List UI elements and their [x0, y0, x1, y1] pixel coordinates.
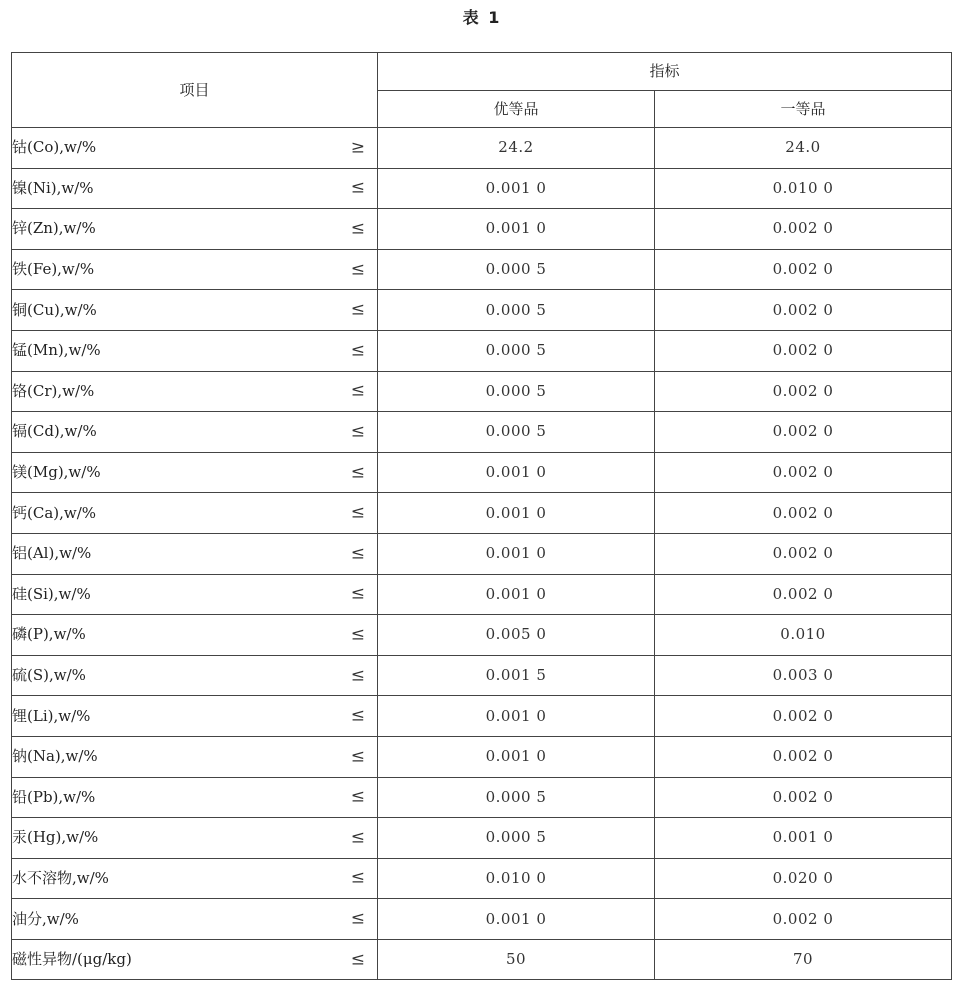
- value-superior: 0.001 5: [378, 655, 655, 696]
- value-first-grade: 0.002 0: [655, 533, 952, 574]
- item-label: 镍(Ni),w/%: [12, 178, 94, 197]
- value-superior: 0.000 5: [378, 818, 655, 859]
- item-label: 钴(Co),w/%: [12, 138, 97, 157]
- comparison-symbol: ≤: [350, 908, 365, 929]
- table-row: [12, 533, 952, 574]
- item-cell: [12, 615, 378, 656]
- value-superior: 0.000 5: [378, 412, 655, 453]
- table-row: [12, 696, 952, 737]
- value-first-grade: 0.010: [655, 615, 952, 656]
- value-first-grade: 0.002 0: [655, 493, 952, 534]
- value-first-grade: 0.002 0: [655, 290, 952, 331]
- item-cell: [12, 128, 378, 169]
- value-superior: 0.001 0: [378, 736, 655, 777]
- value-first-grade: 0.002 0: [655, 249, 952, 290]
- item-cell: [12, 533, 378, 574]
- item-cell: [12, 655, 378, 696]
- value-first-grade: 0.002 0: [655, 777, 952, 818]
- value-first-grade: 0.001 0: [655, 818, 952, 859]
- value-superior: 0.000 5: [378, 371, 655, 412]
- value-superior: 0.010 0: [378, 858, 655, 899]
- item-label: 锂(Li),w/%: [12, 706, 91, 725]
- table-row: [12, 128, 952, 169]
- comparison-symbol: ≤: [350, 502, 365, 523]
- value-superior: 50: [378, 939, 655, 980]
- value-first-grade: 0.002 0: [655, 330, 952, 371]
- item-cell: [12, 330, 378, 371]
- comparison-symbol: ≤: [350, 949, 365, 970]
- value-superior: 0.001 0: [378, 452, 655, 493]
- comparison-symbol: ≤: [350, 177, 365, 198]
- value-superior: 0.000 5: [378, 290, 655, 331]
- value-superior: 0.001 0: [378, 899, 655, 940]
- item-cell: [12, 209, 378, 250]
- comparison-symbol: ≤: [350, 705, 365, 726]
- value-first-grade: 0.002 0: [655, 371, 952, 412]
- item-cell: [12, 412, 378, 453]
- table-body: [12, 128, 952, 980]
- value-first-grade: 70: [655, 939, 952, 980]
- table-row: [12, 899, 952, 940]
- item-label: 锌(Zn),w/%: [12, 219, 96, 238]
- header-grade-superior: 优等品: [378, 91, 655, 128]
- value-first-grade: 0.002 0: [655, 899, 952, 940]
- item-cell: [12, 290, 378, 331]
- value-first-grade: 0.010 0: [655, 168, 952, 209]
- table-row: [12, 493, 952, 534]
- table-row: [12, 412, 952, 453]
- value-superior: 0.001 0: [378, 493, 655, 534]
- item-cell: [12, 777, 378, 818]
- value-first-grade: 0.002 0: [655, 209, 952, 250]
- comparison-symbol: ≤: [350, 218, 365, 239]
- table-row: [12, 818, 952, 859]
- comparison-symbol: ≤: [350, 786, 365, 807]
- comparison-symbol: ≤: [350, 259, 365, 280]
- value-first-grade: 0.002 0: [655, 574, 952, 615]
- value-superior: 0.000 5: [378, 777, 655, 818]
- comparison-symbol: ≤: [350, 665, 365, 686]
- value-superior: 0.005 0: [378, 615, 655, 656]
- table-row: [12, 249, 952, 290]
- value-first-grade: 0.002 0: [655, 696, 952, 737]
- table-row: [12, 615, 952, 656]
- item-cell: [12, 696, 378, 737]
- item-cell: [12, 371, 378, 412]
- item-label: 钙(Ca),w/%: [12, 503, 97, 522]
- table-row: [12, 290, 952, 331]
- header-grade-first: 一等品: [655, 91, 952, 128]
- item-cell: [12, 939, 378, 980]
- value-superior: 0.001 0: [378, 696, 655, 737]
- comparison-symbol: ≤: [350, 421, 365, 442]
- item-cell: [12, 899, 378, 940]
- table-row: [12, 655, 952, 696]
- value-first-grade: 0.020 0: [655, 858, 952, 899]
- value-first-grade: 0.002 0: [655, 452, 952, 493]
- value-superior: 0.001 0: [378, 168, 655, 209]
- comparison-symbol: ≤: [350, 299, 365, 320]
- comparison-symbol: ≤: [350, 624, 365, 645]
- item-label: 硅(Si),w/%: [12, 584, 91, 603]
- value-superior: 0.001 0: [378, 209, 655, 250]
- item-label: 钠(Na),w/%: [12, 747, 98, 766]
- item-label: 磷(P),w/%: [12, 625, 86, 644]
- value-superior: 0.001 0: [378, 574, 655, 615]
- value-first-grade: 0.002 0: [655, 412, 952, 453]
- table-row: [12, 209, 952, 250]
- value-superior: 24.2: [378, 128, 655, 169]
- item-cell: [12, 818, 378, 859]
- table-row: [12, 168, 952, 209]
- table-row: [12, 777, 952, 818]
- table-row: [12, 330, 952, 371]
- item-label: 镉(Cd),w/%: [12, 422, 97, 441]
- item-label: 铜(Cu),w/%: [12, 300, 97, 319]
- comparison-symbol: ≤: [350, 543, 365, 564]
- item-label: 铬(Cr),w/%: [12, 381, 95, 400]
- item-label: 磁性异物/(μg/kg): [12, 950, 132, 969]
- comparison-symbol: ≤: [350, 380, 365, 401]
- comparison-symbol: ≤: [350, 462, 365, 483]
- item-label: 镁(Mg),w/%: [12, 463, 101, 482]
- header-item: 项目: [12, 53, 378, 128]
- item-cell: [12, 736, 378, 777]
- comparison-symbol: ≤: [350, 583, 365, 604]
- item-label: 水不溶物,w/%: [12, 868, 109, 887]
- header-index-group: 指标: [378, 53, 952, 91]
- comparison-symbol: ≤: [350, 746, 365, 767]
- table-row: [12, 371, 952, 412]
- item-cell: [12, 574, 378, 615]
- table-row: [12, 452, 952, 493]
- item-label: 铁(Fe),w/%: [12, 260, 95, 279]
- specification-table: [11, 52, 952, 980]
- value-first-grade: 0.003 0: [655, 655, 952, 696]
- item-label: 硫(S),w/%: [12, 666, 86, 685]
- item-label: 汞(Hg),w/%: [12, 828, 99, 847]
- value-superior: 0.001 0: [378, 533, 655, 574]
- table-row: [12, 939, 952, 980]
- comparison-symbol: ≤: [350, 867, 365, 888]
- comparison-symbol: ≤: [350, 827, 365, 848]
- item-cell: [12, 858, 378, 899]
- table-title: 表 1: [462, 8, 502, 27]
- item-cell: [12, 249, 378, 290]
- comparison-symbol: ≤: [350, 340, 365, 361]
- item-cell: [12, 452, 378, 493]
- table-row: [12, 858, 952, 899]
- value-superior: 0.000 5: [378, 330, 655, 371]
- item-label: 铝(Al),w/%: [12, 544, 92, 563]
- table-row: [12, 574, 952, 615]
- item-cell: [12, 493, 378, 534]
- table-header: [12, 53, 952, 128]
- item-cell: [12, 168, 378, 209]
- value-first-grade: 24.0: [655, 128, 952, 169]
- value-superior: 0.000 5: [378, 249, 655, 290]
- item-label: 铅(Pb),w/%: [12, 787, 96, 806]
- value-first-grade: 0.002 0: [655, 736, 952, 777]
- table-row: [12, 736, 952, 777]
- comparison-symbol: ≥: [350, 137, 365, 158]
- item-label: 锰(Mn),w/%: [12, 341, 101, 360]
- item-label: 油分,w/%: [12, 909, 79, 928]
